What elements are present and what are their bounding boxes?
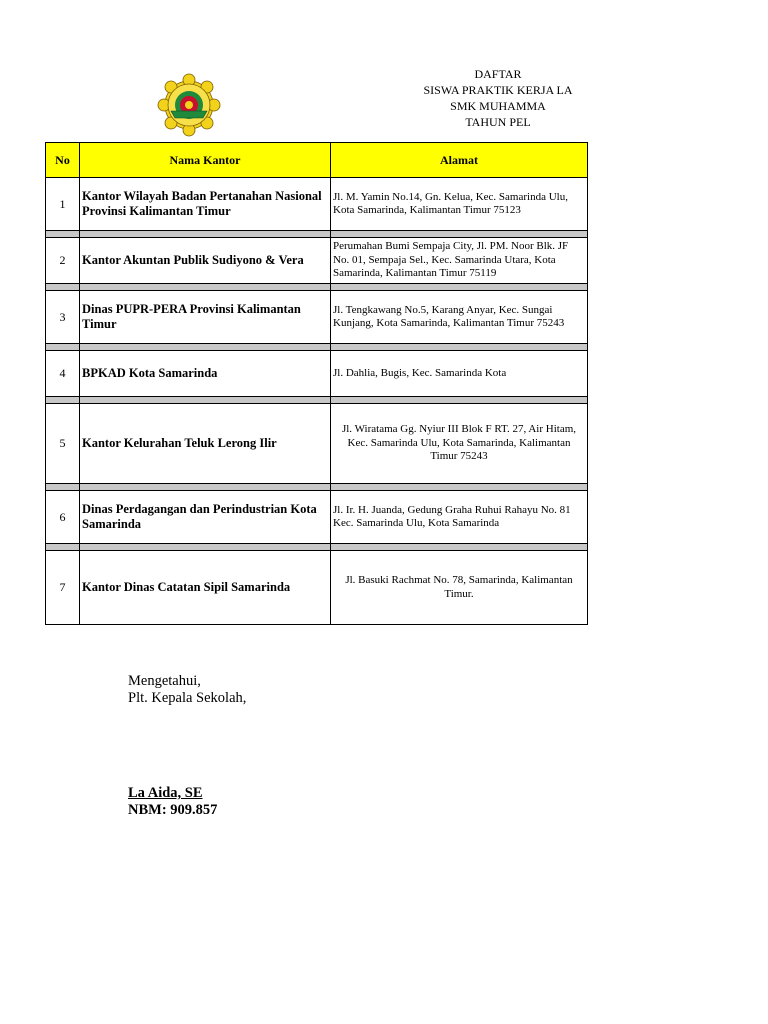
heading-line-3: SMK MUHAMMA	[450, 99, 546, 113]
row-address: Jl. M. Yamin No.14, Gn. Kelua, Kec. Samarinda Ulu, Kota Samarinda, Kalimantan Timur 75123	[331, 178, 588, 231]
row-address: Jl. Wiratama Gg. Nyiur III Blok F RT. 27, Air Hitam, Kec. Samarinda Ulu, Kota Samarinda, Kalimantan Timur 75243	[331, 404, 588, 484]
row-separator	[46, 231, 588, 238]
row-no: 2	[46, 238, 80, 284]
table-row	[46, 291, 588, 344]
row-address: Jl. Tengkawang No.5, Karang Anyar, Kec. Sungai Kunjang, Kota Samarinda, Kalimantan Timur 75243	[331, 291, 588, 344]
row-separator	[46, 344, 588, 351]
office-list-table	[45, 142, 588, 625]
table-row	[46, 404, 588, 484]
row-address: Jl. Ir. H. Juanda, Gedung Graha Ruhui Rahayu No. 81 Kec. Samarinda Ulu, Kota Samarinda	[331, 491, 588, 544]
row-office-name: Kantor Wilayah Badan Pertanahan Nasional Provinsi Kalimantan Timur	[80, 178, 331, 231]
school-logo-icon	[156, 73, 222, 137]
row-office-name: Kantor Akuntan Publik Sudiyono & Vera	[80, 238, 331, 284]
table-row	[46, 551, 588, 625]
heading-line-1: DAFTAR	[474, 67, 522, 81]
row-no: 6	[46, 491, 80, 544]
heading-line-4: TAHUN PEL	[465, 115, 531, 129]
row-address: Perumahan Bumi Sempaja City, Jl. PM. Noor Blk. JF No. 01, Sempaja Sel., Kec. Samarinda Utara, Kota Samarinda, Kalimantan Timur 75119	[331, 238, 588, 284]
acknowledgement-text: Mengetahui,	[128, 673, 201, 689]
row-office-name: Kantor Kelurahan Teluk Lerong Ilir	[80, 404, 331, 484]
row-office-name: Dinas PUPR-PERA Provinsi Kalimantan Timur	[80, 291, 331, 344]
row-no: 7	[46, 551, 80, 625]
row-office-name: Kantor Dinas Catatan Sipil Samarinda	[80, 551, 331, 625]
signer-nbm: NBM: 909.857	[128, 802, 218, 818]
heading-line-2: SISWA PRAKTIK KERJA LA	[423, 83, 573, 97]
document-heading	[400, 66, 588, 136]
row-no: 3	[46, 291, 80, 344]
row-no: 5	[46, 404, 80, 484]
column-header-nama-kantor: Nama Kantor	[80, 143, 331, 178]
row-separator	[46, 397, 588, 404]
row-separator	[46, 284, 588, 291]
table-row	[46, 178, 588, 231]
row-no: 1	[46, 178, 80, 231]
row-separator	[46, 544, 588, 551]
row-no: 4	[46, 351, 80, 397]
signature-block	[128, 673, 246, 819]
table-row	[46, 351, 588, 397]
row-office-name: Dinas Perdagangan dan Perindustrian Kota Samarinda	[80, 491, 331, 544]
row-address: Jl. Dahlia, Bugis, Kec. Samarinda Kota	[331, 351, 588, 397]
signer-name: La Aida, SE	[128, 785, 203, 801]
column-header-alamat: Alamat	[331, 143, 588, 178]
row-office-name: BPKAD Kota Samarinda	[80, 351, 331, 397]
column-header-no: No	[46, 143, 80, 178]
table-row	[46, 238, 588, 284]
table-row	[46, 491, 588, 544]
table-header-row	[46, 143, 588, 178]
signer-title: Plt. Kepala Sekolah,	[128, 690, 247, 706]
row-separator	[46, 484, 588, 491]
row-address: Jl. Basuki Rachmat No. 78, Samarinda, Kalimantan Timur.	[331, 551, 588, 625]
